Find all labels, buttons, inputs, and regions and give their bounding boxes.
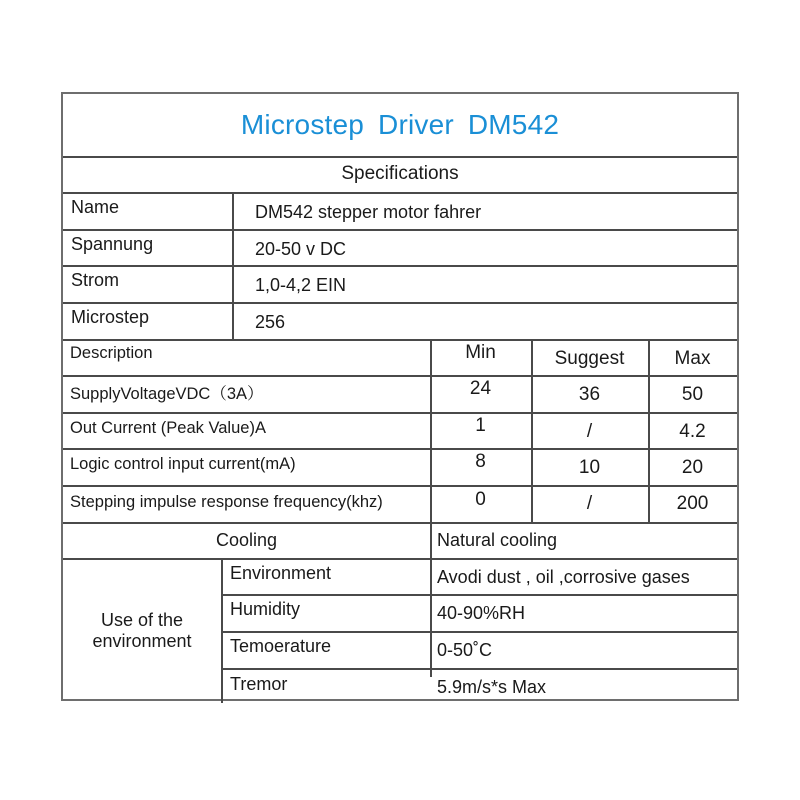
spec-label-microstep: Microstep	[71, 306, 150, 327]
env-value-humidity: 40-90%RH	[437, 602, 526, 623]
spec-label-name: Name	[71, 196, 120, 217]
env-label-environment: Environment	[230, 562, 332, 583]
table-cell-min: 0	[475, 489, 486, 510]
env-label-tremor: Tremor	[230, 673, 288, 694]
page-title: Microstep Driver DM542	[240, 109, 560, 140]
spec-value-current: 1,0-4,2 EIN	[255, 274, 347, 295]
table-row-desc: SupplyVoltageVDC（3A）	[70, 385, 264, 403]
table-cell-suggest: 10	[578, 457, 601, 478]
spec-value-microstep: 256	[255, 311, 286, 332]
environment-group-label-line2: environment	[92, 630, 192, 651]
env-value-tremor: 5.9m/s*s Max	[437, 676, 547, 697]
table-cell-suggest: /	[586, 421, 593, 442]
table-row-desc: Logic control input current(mA)	[70, 454, 296, 473]
column-header-suggest: Suggest	[554, 348, 625, 369]
table-cell-min: 24	[469, 378, 492, 399]
cooling-label: Cooling	[215, 529, 278, 550]
spec-table	[61, 92, 739, 701]
env-value-environment: Avodi dust , oil ,corrosive gases	[437, 566, 690, 587]
column-header-min: Min	[465, 342, 496, 363]
table-cell-max: 4.2	[679, 421, 706, 442]
table-row-desc: Stepping impulse response frequency(khz)	[70, 492, 383, 511]
env-label-temperature: Temoerature	[230, 635, 332, 656]
table-cell-min: 1	[475, 415, 486, 436]
table-cell-max: 50	[681, 384, 704, 405]
table-cell-suggest: /	[586, 493, 593, 514]
table-cell-suggest: 36	[578, 384, 601, 405]
column-header-description: Description	[70, 343, 153, 362]
environment-group-label-line1: Use of the	[100, 609, 184, 630]
table-cell-max: 20	[681, 457, 704, 478]
table-row-desc: Out Current (Peak Value)A	[70, 418, 266, 437]
table-cell-min: 8	[475, 451, 486, 472]
table-cell-max: 200	[676, 493, 709, 514]
spec-label-voltage: Spannung	[71, 233, 154, 254]
column-header-max: Max	[674, 348, 711, 369]
spec-value-name: DM542 stepper motor fahrer	[255, 201, 482, 222]
cooling-value: Natural cooling	[437, 529, 558, 550]
spec-value-voltage: 20-50 v DC	[255, 238, 347, 259]
section-header: Specifications	[341, 163, 459, 184]
environment-group-label	[63, 558, 221, 703]
env-label-humidity: Humidity	[230, 598, 301, 619]
env-value-temperature: 0-50˚C	[437, 639, 493, 660]
spec-label-current: Strom	[71, 269, 120, 290]
